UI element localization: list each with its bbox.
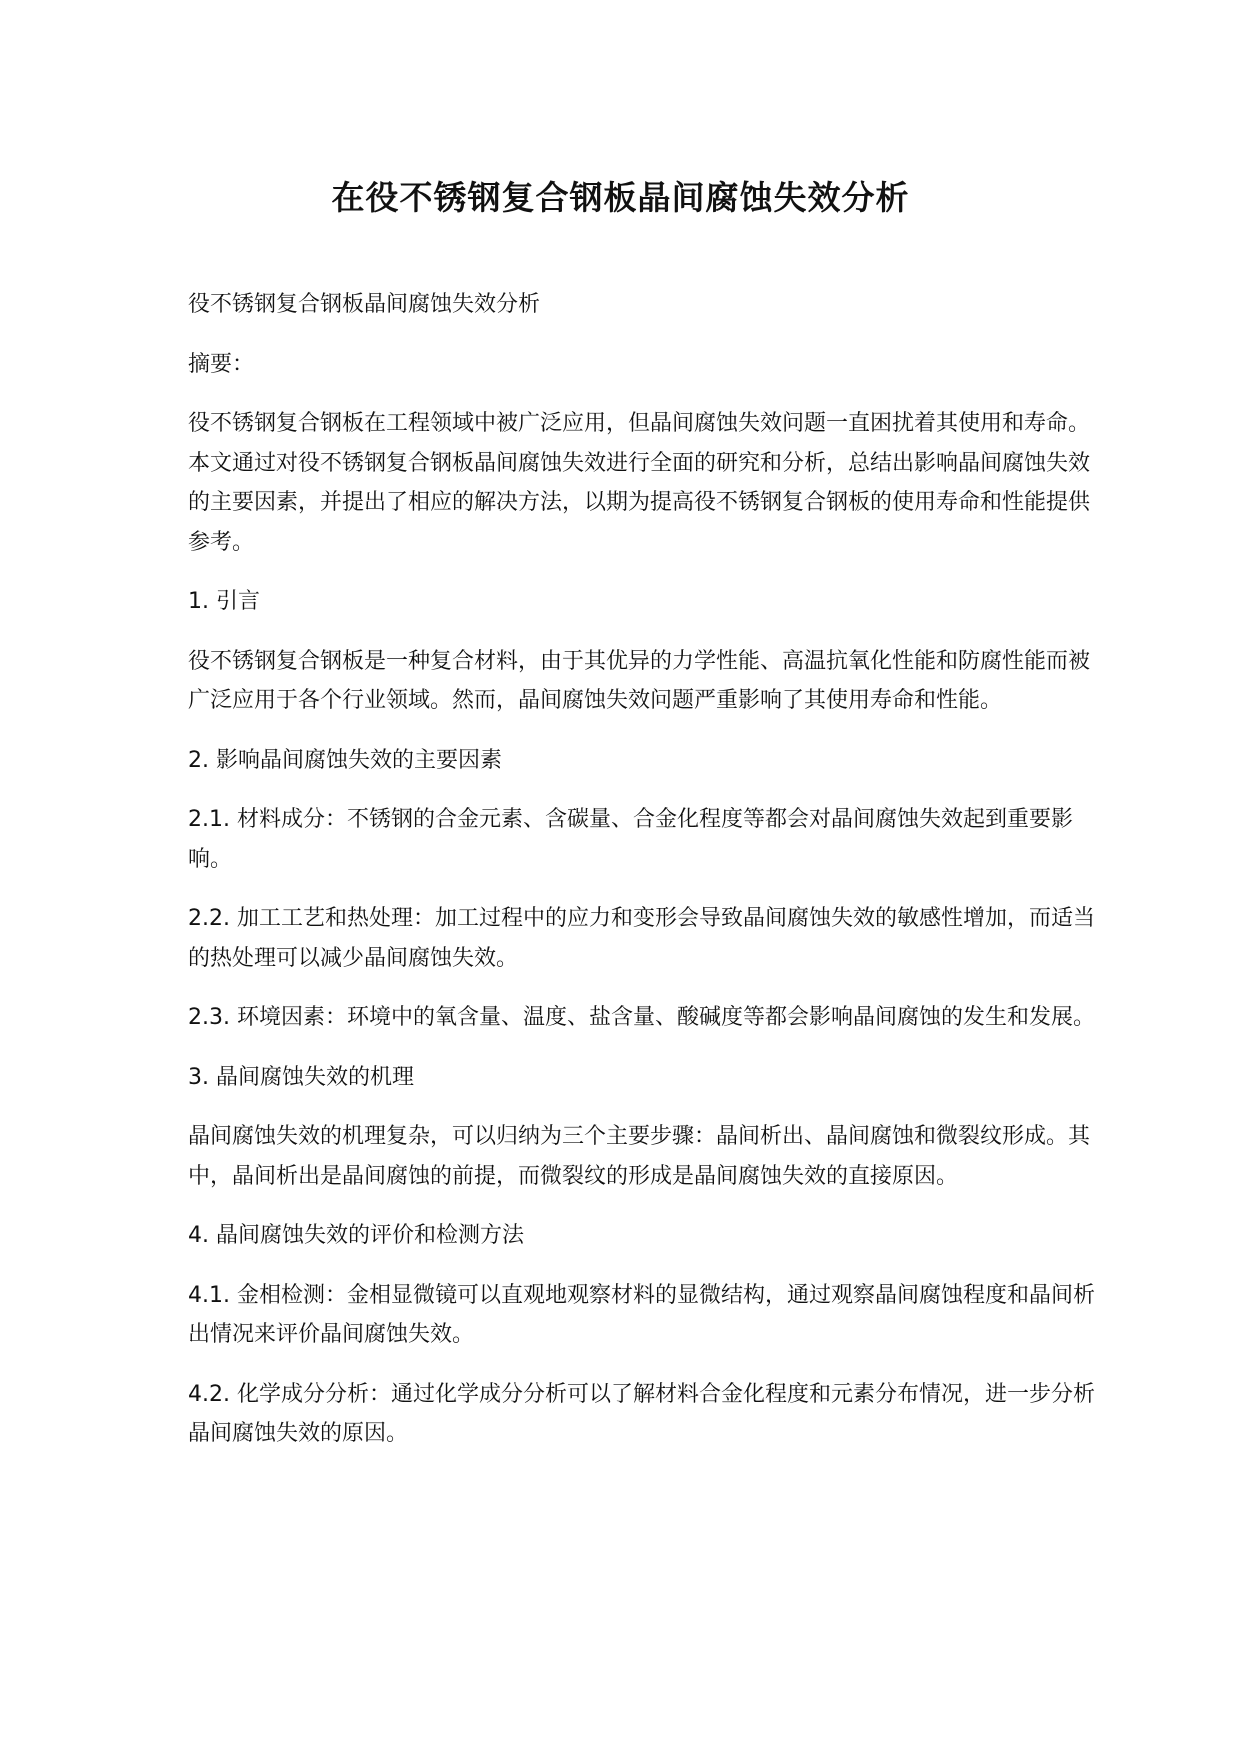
method-item-metallography: 4.1. 金相检测：金相显微镜可以直观地观察材料的显微结构，通过观察晶间腐蚀程度和晶间析出情况来评价晶间腐蚀失效。	[188, 1282, 1095, 1347]
method-item-chemical-analysis: 4.2. 化学成分分析：通过化学成分分析可以了解材料合金化程度和元素分布情况，进一步分析晶间腐蚀失效的原因。	[188, 1381, 1095, 1446]
factor-item-processing: 2.2. 加工工艺和热处理：加工过程中的应力和变形会导致晶间腐蚀失效的敏感性增加，而适当的热处理可以减少晶间腐蚀失效。	[188, 906, 1095, 971]
abstract-paragraph: 役不锈钢复合钢板在工程领域中被广泛应用，但晶间腐蚀失效问题一直困扰着其使用和寿命。本文通过对役不锈钢复合钢板晶间腐蚀失效进行全面的研究和分析，总结出影响晶间腐蚀失效的主要因素，并提出了相应的解决方法，以期为提高役不锈钢复合钢板的使用寿命和性能提供参考。	[188, 411, 1091, 555]
mechanism-paragraph: 晶间腐蚀失效的机理复杂，可以归纳为三个主要步骤：晶间析出、晶间腐蚀和微裂纹形成。其中，晶间析出是晶间腐蚀的前提，而微裂纹的形成是晶间腐蚀失效的直接原因。	[188, 1124, 1091, 1189]
document-body	[188, 285, 1098, 1474]
subtitle-paragraph: 役不锈钢复合钢板晶间腐蚀失效分析	[188, 292, 541, 317]
introduction-paragraph: 役不锈钢复合钢板是一种复合材料，由于其优异的力学性能、高温抗氧化性能和防腐性能而被广泛应用于各个行业领域。然而，晶间腐蚀失效问题严重影响了其使用寿命和性能。	[188, 648, 1091, 713]
abstract-label: 摘要：	[188, 351, 255, 377]
factor-item-environment: 2.3. 环境因素：环境中的氧含量、温度、盐含量、酸碱度等都会影响晶间腐蚀的发生和发展。	[188, 1005, 1095, 1030]
factor-item-material: 2.1. 材料成分：不锈钢的合金元素、含碳量、合金化程度等都会对晶间腐蚀失效起到重要影响。	[188, 807, 1073, 872]
document-title: 在役不锈钢复合钢板晶间腐蚀失效分析	[331, 178, 910, 217]
section-heading-factors: 2. 影响晶间腐蚀失效的主要因素	[188, 747, 502, 773]
section-heading-methods: 4. 晶间腐蚀失效的评价和检测方法	[188, 1223, 524, 1248]
section-heading-introduction: 1. 引言	[188, 589, 260, 614]
section-heading-mechanism: 3. 晶间腐蚀失效的机理	[188, 1064, 414, 1090]
